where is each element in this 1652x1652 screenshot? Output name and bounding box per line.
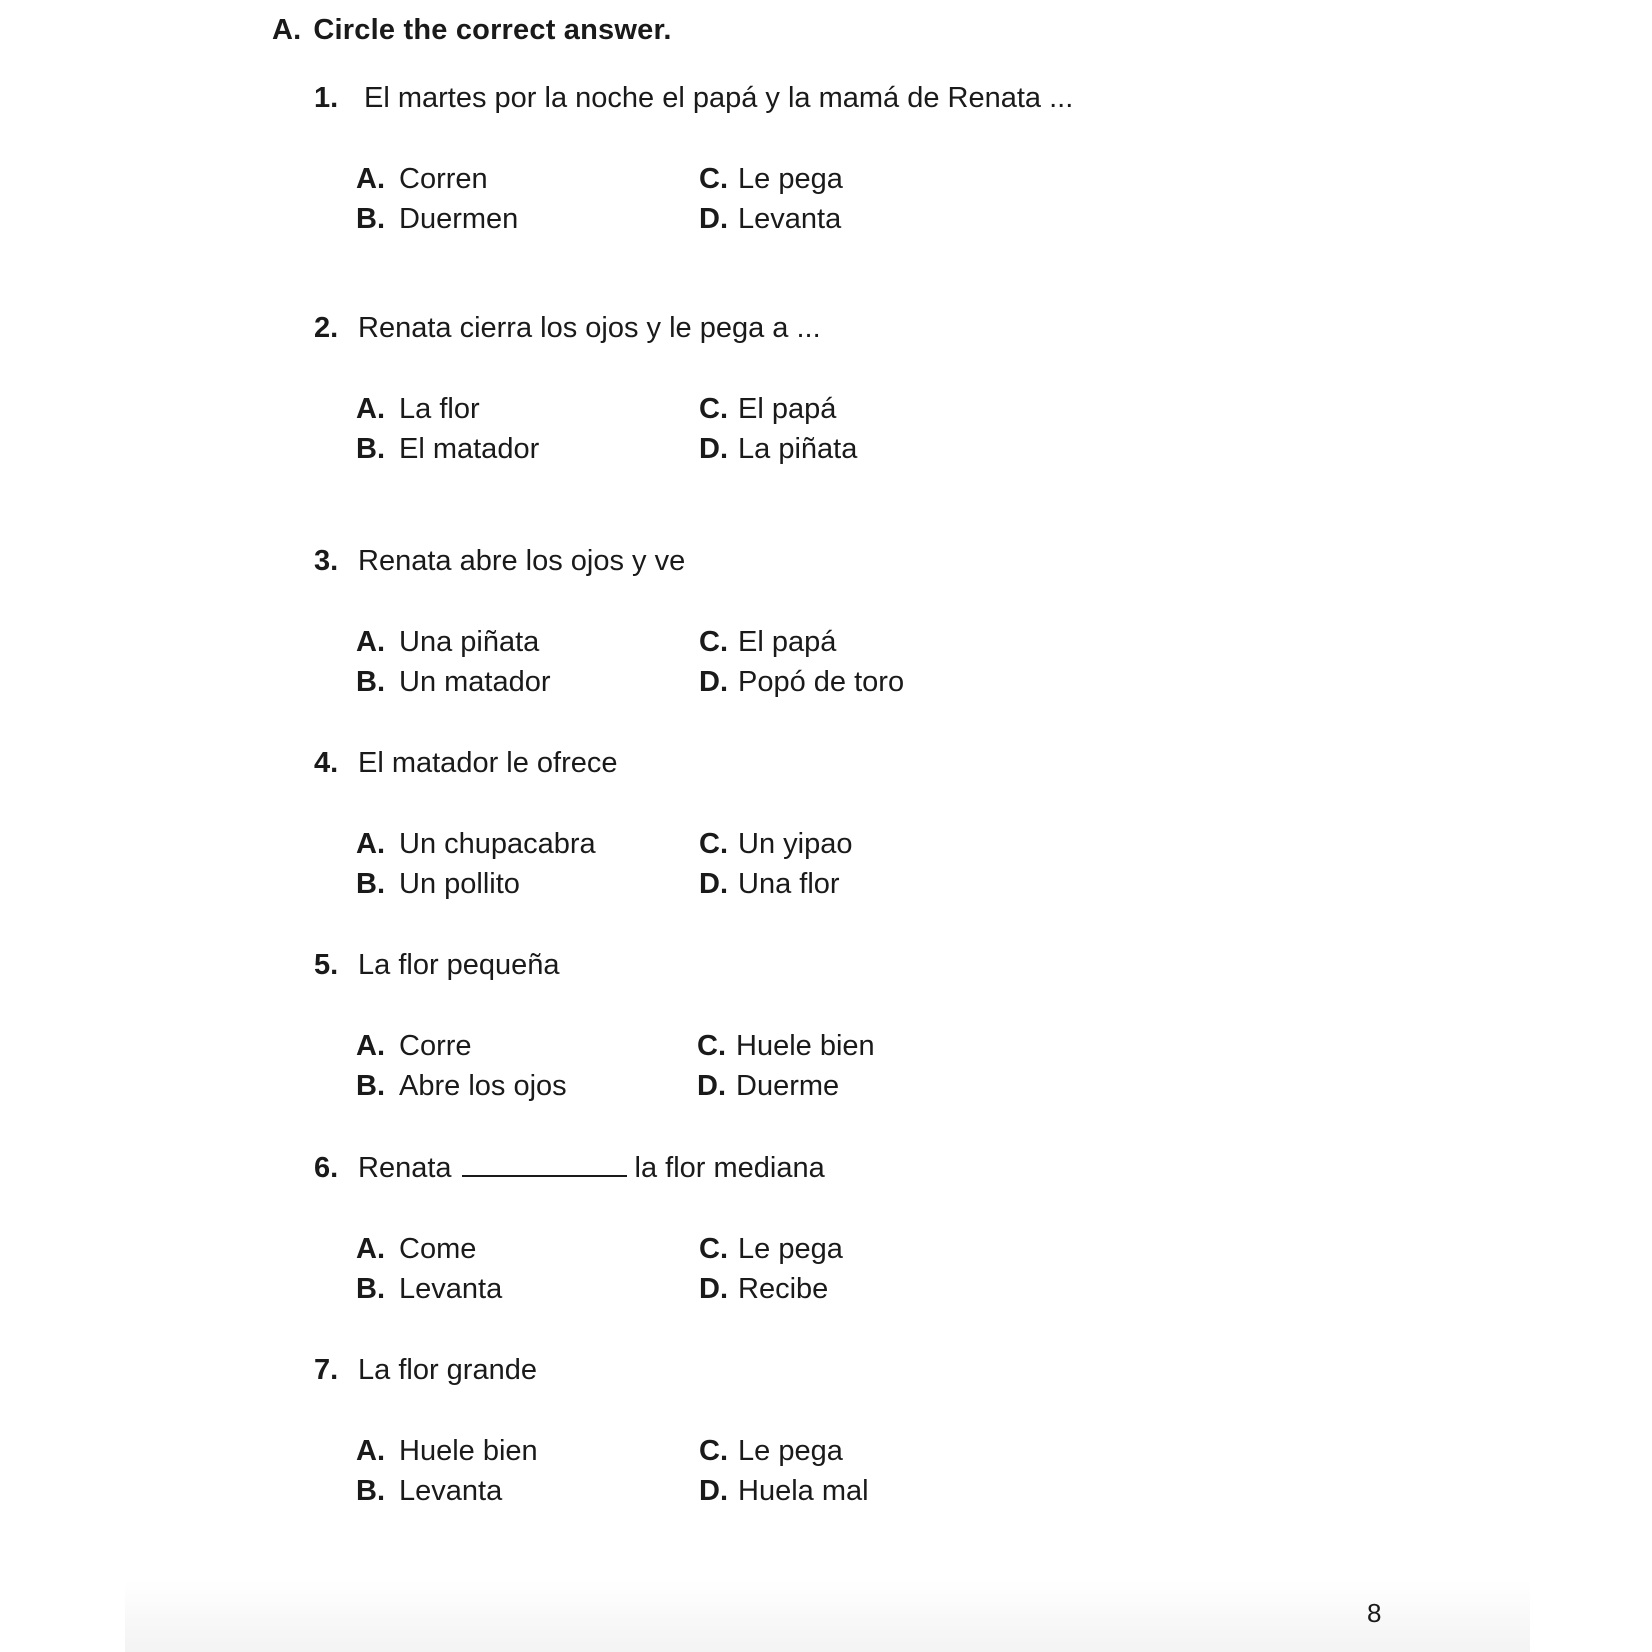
option-text: Duerme bbox=[736, 1070, 840, 1102]
question-stem bbox=[314, 1148, 1314, 1188]
answer-blank bbox=[462, 1151, 627, 1177]
option-text: Popó de toro bbox=[738, 666, 905, 698]
option-text: Huela mal bbox=[738, 1475, 869, 1507]
option-letter: D. bbox=[699, 433, 728, 465]
option-letter: C. bbox=[699, 1233, 728, 1265]
section-letter: A. bbox=[272, 14, 302, 46]
option-c[interactable] bbox=[699, 389, 836, 429]
option-letter: A. bbox=[356, 828, 385, 860]
question-text: El martes por la noche el papá y la mamá de Renata ... bbox=[364, 82, 1074, 114]
option-text: Levanta bbox=[738, 203, 842, 235]
option-letter: B. bbox=[356, 203, 385, 235]
option-text: El papá bbox=[738, 626, 837, 658]
option-d[interactable] bbox=[699, 662, 904, 702]
option-a[interactable] bbox=[356, 1229, 476, 1269]
question-number: 6. bbox=[314, 1152, 339, 1184]
answer-options bbox=[314, 1229, 1314, 1309]
option-letter: A. bbox=[356, 163, 385, 195]
option-b[interactable] bbox=[356, 1471, 502, 1511]
section-heading bbox=[272, 14, 672, 47]
option-text: Le pega bbox=[738, 163, 843, 195]
question-4 bbox=[314, 743, 1314, 904]
option-letter: C. bbox=[699, 626, 728, 658]
question-number: 1. bbox=[314, 82, 339, 114]
option-c[interactable] bbox=[699, 622, 836, 662]
question-text: Renata abre los ojos y ve bbox=[358, 545, 686, 577]
question-stem bbox=[314, 945, 1314, 985]
option-letter: B. bbox=[356, 433, 385, 465]
option-letter: A. bbox=[356, 1030, 385, 1062]
option-text: Un chupacabra bbox=[399, 828, 596, 860]
answer-options bbox=[314, 159, 1314, 239]
option-d[interactable] bbox=[699, 864, 840, 904]
answer-options bbox=[314, 1431, 1314, 1511]
option-letter: C. bbox=[699, 393, 728, 425]
question-text-before: Renata bbox=[358, 1152, 452, 1184]
question-stem bbox=[314, 743, 1314, 783]
option-c[interactable] bbox=[697, 1026, 875, 1066]
option-text: Duermen bbox=[399, 203, 519, 235]
option-text: El matador bbox=[399, 433, 540, 465]
answer-options bbox=[314, 1026, 1314, 1106]
question-7 bbox=[314, 1350, 1314, 1511]
option-text: Un pollito bbox=[399, 868, 520, 900]
option-text: Un matador bbox=[399, 666, 551, 698]
option-text: Corre bbox=[399, 1030, 472, 1062]
option-b[interactable] bbox=[356, 662, 551, 702]
option-c[interactable] bbox=[699, 159, 843, 199]
option-b[interactable] bbox=[356, 1066, 567, 1106]
question-1 bbox=[314, 78, 1314, 239]
option-letter: C. bbox=[697, 1030, 726, 1062]
option-text: Levanta bbox=[399, 1273, 503, 1305]
option-letter: B. bbox=[356, 1475, 385, 1507]
question-stem bbox=[314, 308, 1314, 348]
option-text: Le pega bbox=[738, 1233, 843, 1265]
answer-options bbox=[314, 824, 1314, 904]
option-text: Le pega bbox=[738, 1435, 843, 1467]
option-letter: A. bbox=[356, 1435, 385, 1467]
option-text: El papá bbox=[738, 393, 837, 425]
option-letter: B. bbox=[356, 868, 385, 900]
option-b[interactable] bbox=[356, 199, 518, 239]
option-b[interactable] bbox=[356, 429, 539, 469]
question-number: 5. bbox=[314, 949, 339, 981]
option-c[interactable] bbox=[699, 824, 852, 864]
question-text-after: la flor mediana bbox=[634, 1152, 825, 1184]
option-letter: C. bbox=[699, 1435, 728, 1467]
option-d[interactable] bbox=[699, 1269, 828, 1309]
option-letter: B. bbox=[356, 1070, 385, 1102]
option-b[interactable] bbox=[356, 864, 520, 904]
option-text: Recibe bbox=[738, 1273, 829, 1305]
option-letter: D. bbox=[699, 1273, 728, 1305]
option-d[interactable] bbox=[699, 1471, 869, 1511]
answer-options bbox=[314, 389, 1314, 469]
option-a[interactable] bbox=[356, 824, 596, 864]
option-a[interactable] bbox=[356, 1026, 472, 1066]
question-stem bbox=[314, 541, 1314, 581]
option-letter: A. bbox=[356, 393, 385, 425]
option-text: Un yipao bbox=[738, 828, 853, 860]
question-text: La flor grande bbox=[358, 1354, 537, 1386]
option-a[interactable] bbox=[356, 159, 488, 199]
question-number: 2. bbox=[314, 312, 339, 344]
option-letter: C. bbox=[699, 163, 728, 195]
question-6 bbox=[314, 1148, 1314, 1309]
option-text: Huele bien bbox=[736, 1030, 875, 1062]
question-text: El matador le ofrece bbox=[358, 747, 618, 779]
option-letter: D. bbox=[699, 1475, 728, 1507]
option-d[interactable] bbox=[699, 199, 841, 239]
option-letter: D. bbox=[699, 868, 728, 900]
option-d[interactable] bbox=[699, 429, 857, 469]
option-a[interactable] bbox=[356, 389, 480, 429]
option-c[interactable] bbox=[699, 1431, 843, 1471]
option-letter: A. bbox=[356, 626, 385, 658]
option-letter: D. bbox=[699, 666, 728, 698]
option-text: Una piñata bbox=[399, 626, 540, 658]
question-number: 4. bbox=[314, 747, 339, 779]
option-text: Corren bbox=[399, 163, 488, 195]
question-text: Renata cierra los ojos y le pega a ... bbox=[358, 312, 821, 344]
option-b[interactable] bbox=[356, 1269, 502, 1309]
page-number: 8 bbox=[1367, 1598, 1382, 1628]
option-d[interactable] bbox=[697, 1066, 839, 1106]
option-c[interactable] bbox=[699, 1229, 843, 1269]
option-letter: C. bbox=[699, 828, 728, 860]
option-letter: B. bbox=[356, 666, 385, 698]
option-text: La flor bbox=[399, 393, 480, 425]
option-text: La piñata bbox=[738, 433, 858, 465]
question-stem bbox=[314, 1350, 1314, 1390]
question-2 bbox=[314, 308, 1314, 469]
page-bottom-shadow bbox=[125, 1580, 1530, 1652]
option-a[interactable] bbox=[356, 1431, 538, 1471]
option-letter: D. bbox=[697, 1070, 726, 1102]
option-text: Una flor bbox=[738, 868, 840, 900]
question-3 bbox=[314, 541, 1314, 702]
option-text: Huele bien bbox=[399, 1435, 538, 1467]
section-title: Circle the correct answer. bbox=[313, 14, 672, 46]
question-number: 3. bbox=[314, 545, 339, 577]
option-letter: B. bbox=[356, 1273, 385, 1305]
option-a[interactable] bbox=[356, 622, 539, 662]
option-letter: D. bbox=[699, 203, 728, 235]
option-text: Abre los ojos bbox=[399, 1070, 567, 1102]
option-text: Levanta bbox=[399, 1475, 503, 1507]
question-number: 7. bbox=[314, 1354, 339, 1386]
option-text: Come bbox=[399, 1233, 477, 1265]
question-stem bbox=[314, 78, 1314, 118]
question-5 bbox=[314, 945, 1314, 1106]
option-letter: A. bbox=[356, 1233, 385, 1265]
question-text: La flor pequeña bbox=[358, 949, 560, 981]
answer-options bbox=[314, 622, 1314, 702]
